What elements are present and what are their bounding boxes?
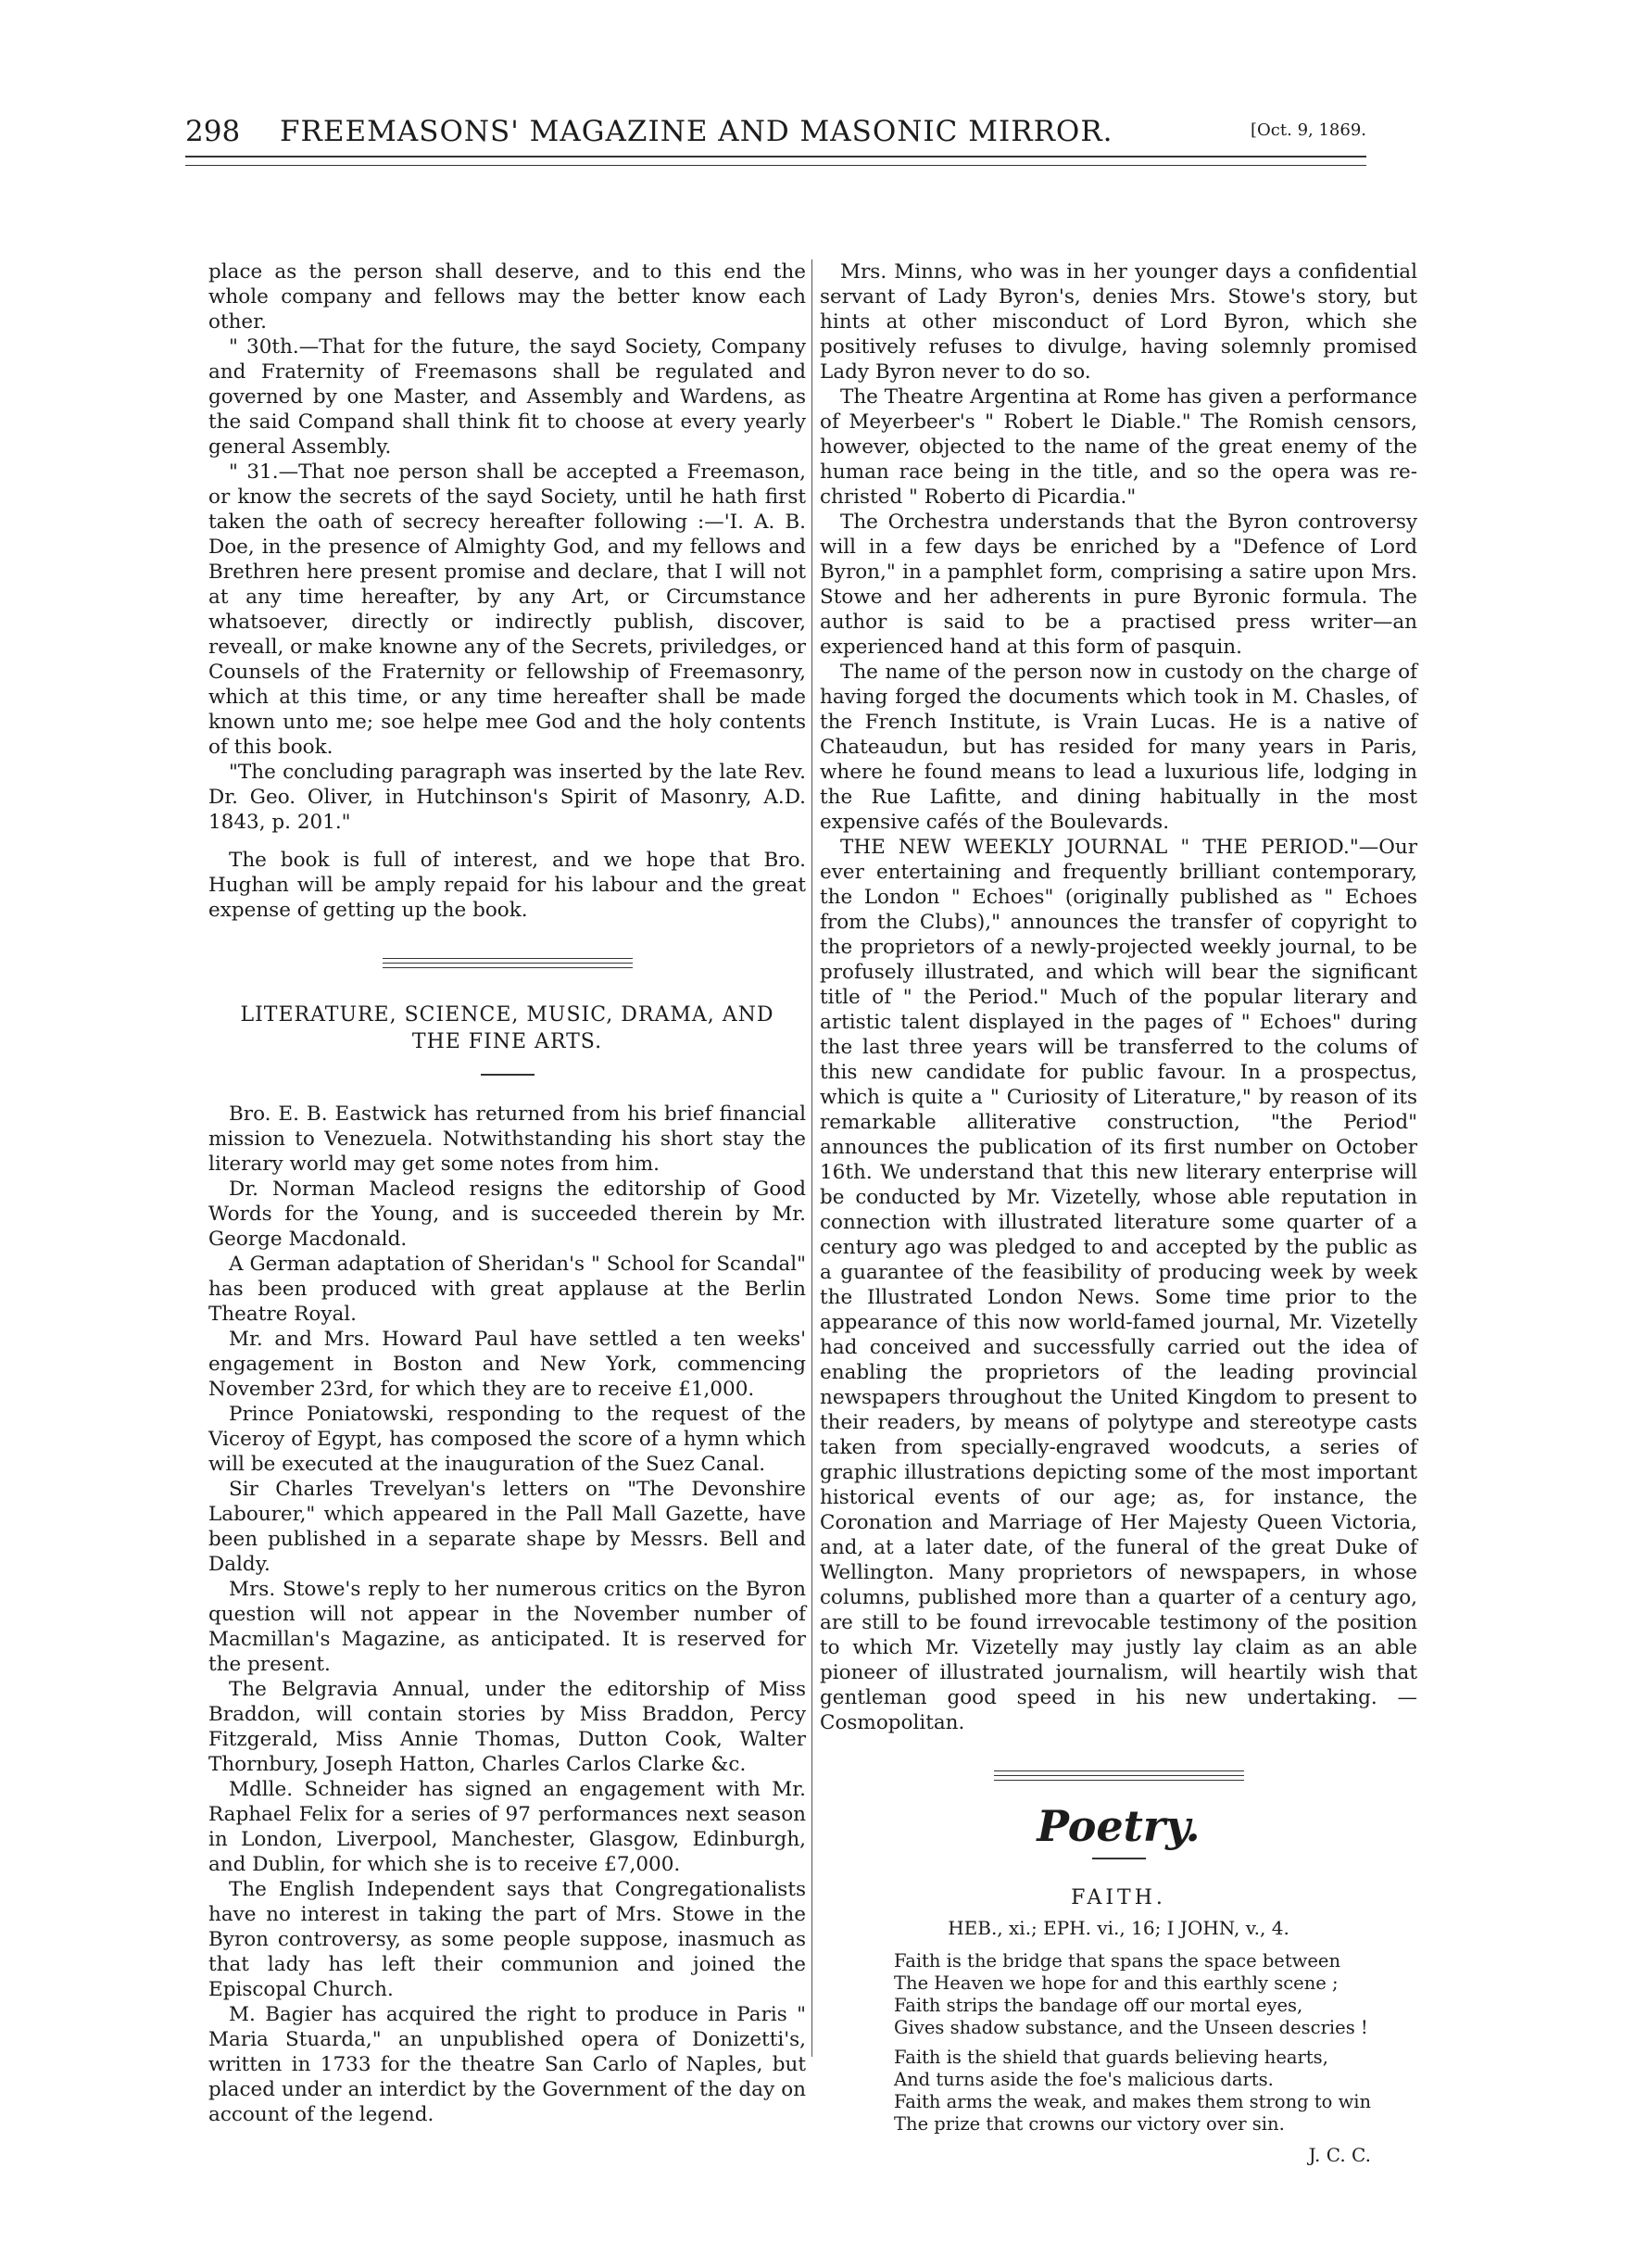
paragraph: Bro. E. B. Eastwick has returned from his brief financial mission to Venezuela. Notwithstanding his short stay the literary world may get some notes from him.	[208, 1102, 806, 1176]
paragraph: Mr. and Mrs. Howard Paul have settled a ten weeks' engagement in Boston and New York, commencing November 23rd, for which they are to receive £1,000.	[208, 1328, 806, 1401]
paragraph: Dr. Norman Macleod resigns the editorship of Good Words for the Young, and is succeeded therein by Mr. George Macdonald.	[208, 1178, 806, 1251]
page-header	[185, 111, 1366, 152]
poem-line: Faith strips the bandage off our mortal eyes,	[894, 1995, 1303, 2016]
paragraph: Mrs. Minns, who was in her younger days a confidential servant of Lady Byron's, denies Mrs. Stowe's story, but hints at other misconduct of Lord Byron, which she positively refuses to divulge, having solemnly promised Lady Byron never to do so.	[820, 260, 1417, 384]
section-divider	[994, 1770, 1244, 1781]
header-rule-thick	[185, 156, 1366, 158]
poem-line: Faith is the shield that guards believing hearts,	[894, 2047, 1328, 2068]
poem-title: FAITH.	[1071, 1886, 1166, 1909]
paragraph: The English Independent says that Congregationalists have no interest in taking the part of Mrs. Stowe in the Byron controversy, as some people suppose, inasmuch as that lady has left their communion and joined the Episcopal Church.	[208, 1878, 806, 2001]
poem-reference: HEB., xi.; EPH. vi., 16; I JOHN, v., 4.	[948, 1917, 1289, 1939]
paragraph: Sir Charles Trevelyan's letters on "The Devonshire Labourer," which appeared in the Pall Mall Gazette, have been published in a separate shape by Messrs. Bell and Daldy.	[208, 1478, 806, 1576]
right-column	[820, 259, 1417, 2168]
section-divider	[383, 958, 633, 968]
magazine-title: FREEMASONS' MAGAZINE AND MASONIC MIRROR.	[280, 115, 1113, 148]
paragraph: place as the person shall deserve, and to this end the whole company and fellows may the better know each other.	[208, 260, 806, 334]
poem-line: The Heaven we hope for and this earthly scene ;	[894, 1972, 1339, 1994]
paragraph: THE NEW WEEKLY JOURNAL " THE PERIOD."—Our ever entertaining and frequently brilliant contemporary, the London " Echoes" (originally published as " Echoes from the Clubs)," announces the transfer of copyright to the proprietors of a newly-projected weekly journal, to be profusely illustrated, and which will bear the significant title of " the Period." Much of the popular literary and artistic talent displayed in the pages of " Echoes" during the last three years will be transferred to the colums of this new candidate for public favour. In a prospectus, which is quite a " Curiosity of Literature," by reason of its remarkable alliterative construction, "the Period" announces the publication of its first number on October 16th. We understand that this new literary enterprise will be conducted by Mr. Vizetelly, whose able reputation in connection with illustrated literature some quarter of a century ago was pledged to and accepted by the public as a guarantee of the feasibility of producing week by week the Illustrated London News. Some time prior to the appearance of this now world-famed journal, Mr. Vizetelly had conceived and successfully carried out the idea of enabling the proprietors of the leading provincial newspapers throughout the United Kingdom to present to their readers, by means of polytype and stereotype casts taken from specially-engraved woodcuts, a series of graphic illustrations depicting some of the most important historical events of our age; as, for instance, the Coronation and Marriage of Her Majesty Queen Victoria, and, at a later date, of the funeral of the great Duke of Wellington. Many proprietors of newspapers, in whose columns, published more than a quarter of a century ago, are still to be found irrevocable testimony of the position to which Mr. Vizetelly may justly lay claim as an able pioneer of illustrated journalism, will heartily wish that gentleman good speed in his new undertaking. —Cosmopolitan.	[820, 836, 1417, 1734]
heading-rule	[481, 1074, 535, 1076]
page-number: 298	[185, 115, 241, 148]
poem-line: The prize that crowns our victory over sin.	[894, 2113, 1285, 2135]
left-column	[208, 259, 806, 2127]
paragraph: Prince Poniatowski, responding to the request of the Viceroy of Egypt, has composed the score of a hymn which will be executed at the inauguration of the Suez Canal.	[208, 1403, 806, 1476]
section-heading: LITERATURE, SCIENCE, MUSIC, DRAMA, AND THE FINE ARTS.	[240, 1003, 774, 1053]
poem-stanza	[894, 1950, 1417, 2039]
paragraph: The book is full of interest, and we hope that Bro. Hughan will be amply repaid for his labour and the great expense of getting up the book.	[208, 849, 806, 922]
paragraph: The Orchestra understands that the Byron controversy will in a few days be enriched by a "Defence of Lord Byron," in a pamphlet form, comprising a satire upon Mrs. Stowe and her adherents in pure Byronic formula. The author is said to be a practised press writer—an experienced hand at this form of pasquin.	[820, 510, 1417, 659]
poem-line: Faith is the bridge that spans the space between	[894, 1950, 1341, 1972]
poetry-heading: Poetry.	[1037, 1801, 1201, 1851]
paragraph: " 30th.—That for the future, the sayd Society, Company and Fraternity of Freemasons shall be regulated and governed by one Master, and Assembly and Wardens, as the said Compand shall think fit to choose at every yearly general Assembly.	[208, 335, 806, 459]
poem-line: Faith arms the weak, and makes them strong to win	[894, 2091, 1372, 2112]
poem-signature: J. C. C.	[1308, 2144, 1371, 2166]
poem-line: Gives shadow substance, and the Unseen descries !	[894, 2017, 1368, 2038]
poem-stanza	[894, 2047, 1417, 2136]
paragraph: Mdlle. Schneider has signed an engagement with Mr. Raphael Felix for a series of 97 performances next season in London, Liverpool, Manchester, Glasgow, Edinburgh, and Dublin, for which she is to receive £7,000.	[208, 1778, 806, 1876]
paragraph: The Theatre Argentina at Rome has given a performance of Meyerbeer's " Robert le Diable." The Romish censors, however, objected to the name of the great enemy of the human race being in the title, and so the opera was re-christed " Roberto di Picardia."	[820, 385, 1417, 509]
column-divider	[811, 259, 812, 2057]
paragraph: Mrs. Stowe's reply to her numerous critics on the Byron question will not appear in the November number of Macmillan's Magazine, as anticipated. It is reserved for the present.	[208, 1578, 806, 1676]
paragraph: The Belgravia Annual, under the editorship of Miss Braddon, will contain stories by Miss Braddon, Percy Fitzgerald, Miss Annie Thomas, Dutton Cook, Walter Thornbury, Joseph Hatton, Charles Carlos Clarke &c.	[208, 1678, 806, 1776]
header-rule-thin	[185, 165, 1366, 166]
heading-rule	[1092, 1858, 1146, 1859]
paragraph: A German adaptation of Sheridan's " School for Scandal" has been produced with great applause at the Berlin Theatre Royal.	[208, 1253, 806, 1326]
paragraph: M. Bagier has acquired the right to produce in Paris " Maria Stuarda," an unpublished opera of Donizetti's, written in 1733 for the theatre San Carlo of Naples, but placed under an interdict by the Government of the day on account of the legend.	[208, 2003, 806, 2126]
paragraph: " 31.—That noe person shall be accepted a Freemason, or know the secrets of the sayd Society, until he hath first taken the oath of secrecy hereafter following :—'I. A. B. Doe, in the presence of Almighty God, and my fellows and Brethren here present promise and declare, that I will not at any time hereafter, by any Art, or Circumstance whatsoever, directly or indirectly publish, discover, reveall, or make knowne any of the Secrets, priviledges, or Counsels of the Fraternity or fellowship of Freemasonry, which at this time, or any time hereafter shall be made known unto me; soe helpe mee God and the holy contents of this book.	[208, 460, 806, 759]
poem-line: And turns aside the foe's malicious darts.	[894, 2069, 1274, 2090]
paragraph: "The concluding paragraph was inserted by the late Rev. Dr. Geo. Oliver, in Hutchinson's Spirit of Masonry, A.D. 1843, p. 201."	[208, 761, 806, 834]
paragraph: The name of the person now in custody on the charge of having forged the documents which took in M. Chasles, of the French Institute, is Vrain Lucas. He is a native of Chateaudun, but has resided for many years in Paris, where he found means to lead a luxurious life, lodging in the Rue Lafitte, and dining habitually in the most expensive cafés of the Boulevards.	[820, 661, 1417, 834]
issue-date: [Oct. 9, 1869.	[1251, 120, 1366, 140]
